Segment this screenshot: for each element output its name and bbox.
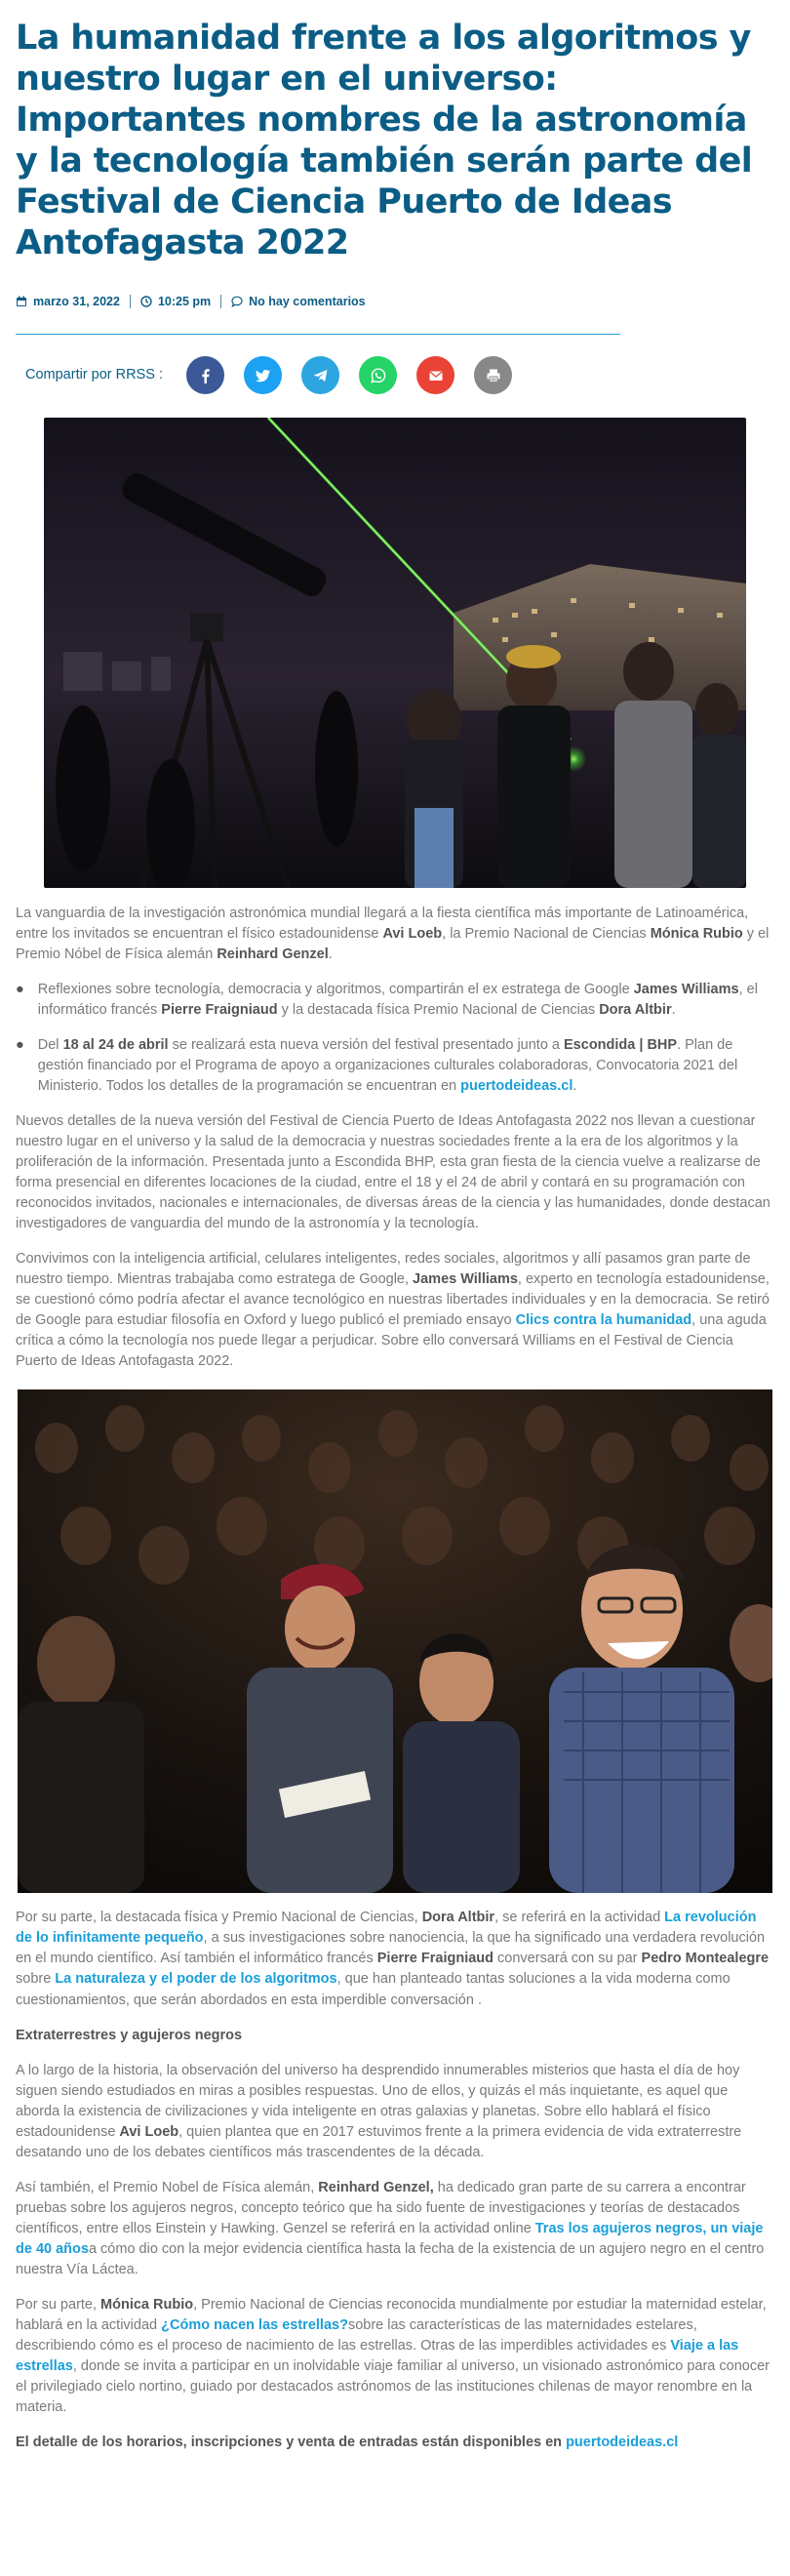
bullet-text: . [573, 1078, 577, 1095]
comment-icon [231, 296, 243, 307]
calendar-icon [16, 296, 27, 307]
name-monica-rubio: Mónica Rubio [100, 2296, 194, 2313]
share-twitter-button[interactable] [244, 356, 282, 394]
paragraph-text: A lo largo de la historia, la observación del universo ha desprendido innumerables misterios que hasta el día de hoy siguen siendo estudiados en miras a posibles respuestas. Uno de ellos, y quizás el más inquietante, es aquel que aborda la existencia de civilizaciones y vida inteligente en otras galaxias y planetas. Sobre ello hablará el físico estadounidense [16, 2062, 740, 2140]
name-dora-altbir: Dora Altbir [421, 1910, 495, 1926]
paragraph-text: , una aguda crítica a cómo la tecnología nos puede llegar a perjudicar. Sobre ello conversará Williams en el Festival de Ciencia Puerto de Ideas Antofagasta 2022. [16, 1312, 767, 1370]
section-heading: Extraterrestres y agujeros negros [16, 2027, 243, 2043]
bullet-dot: ● [16, 982, 24, 998]
date-item[interactable] [16, 293, 120, 310]
whatsapp-icon [371, 368, 386, 383]
twitter-icon [256, 368, 271, 383]
name-reinhard-genzel: Reinhard Genzel [217, 946, 329, 963]
paragraph-text: conversará con su par [494, 1951, 642, 1967]
bullet-content [38, 1035, 774, 1097]
bullet-content [38, 980, 774, 1021]
bullet-text: y la destacada física Premio Nacional de Ciencias [277, 1002, 600, 1019]
name-avi-loeb: Avi Loeb [119, 2123, 179, 2140]
bullet-dot: ● [16, 1037, 24, 1054]
telegram-icon [313, 368, 329, 383]
audience-laughing-photo [18, 1389, 772, 1893]
paragraph-text: , experto en tecnología estadounidense, se cuestionó cómo podría afectar el avance tecnológico en nuestras libertades individuales y en la democracia. Se retiró de Google para estudiar filosofía en Oxford y luego publicó el premiado ensayo [16, 1271, 770, 1329]
paragraph-text: Por su parte, [16, 2296, 101, 2313]
intro-text: La vanguardia de la investigación astronómica mundial llegará a la fiesta científica más importante de Latinoamérica, entre los invitados se encuentran el físico estadounidense [16, 906, 749, 943]
festival-dates: 18 al 24 de abril [62, 1037, 169, 1054]
share-telegram-button[interactable] [301, 356, 339, 394]
paragraph-text: Así también, el Premio Nobel de Física alemán, [16, 2179, 319, 2195]
name-avi-loeb: Avi Loeb [382, 926, 443, 943]
paragraph-text: ha dedicado gran parte de su carrera a encontrar pruebas sobre los agujeros negros, concepto teórico que ha sido fuente de investigaciones y teorías de destacados científicos, entre ellos Einstein y Hawking. Genzel se referirá en la actividad online [16, 2179, 746, 2236]
name-james-williams: James Williams [633, 982, 739, 998]
paragraph-text: Convivimos con la inteligencia artificial, celulares inteligentes, redes sociales, algoritmos y allí pasamos gran parte de nuestro tiempo. Mientras trabajaba como estratega de Google, [16, 1251, 751, 1288]
clics-contra-la-humanidad-link[interactable]: Clics contra la humanidad [515, 1312, 692, 1329]
post-time: 10:25 pm [157, 295, 212, 308]
viaje-a-las-estrellas-link[interactable]: Viaje a las estrellas [16, 2337, 739, 2374]
paragraph-avi-loeb [16, 2061, 774, 2163]
bullet-technology [16, 980, 774, 1021]
name-pierre-fraigniaud: Pierre Fraigniaud [161, 1002, 278, 1019]
paragraph-text: sobre las características de las maternidades estelares, describiendo cómo es el proceso de nacimiento de las estrellas. Otras de las imperdibles actividades es [16, 2316, 697, 2354]
comments-item[interactable] [231, 293, 365, 310]
paragraph-text: Por su parte, la destacada física y Premio Nacional de Ciencias, [16, 1910, 422, 1926]
share-label: Compartir por RRSS : [25, 367, 164, 383]
share-bar [16, 356, 774, 394]
paragraph-text: , a sus investigaciones sobre nanociencia, la que ha significado una verdadera revolución en el mundo científico. Así también el informático francés [16, 1930, 766, 1967]
share-facebook-button[interactable] [186, 356, 224, 394]
bullet-text: Del [37, 1037, 63, 1054]
paragraph-text: , se referirá en la actividad [494, 1910, 665, 1926]
telescope-photo-wrapper [16, 418, 774, 888]
audience-photo-wrapper [16, 1389, 774, 1893]
post-date[interactable]: marzo 31, 2022 [33, 295, 120, 308]
paragraph-text: , donde se invita a participar en un inolvidable viaje familiar al universo, un visionado astronómico para conocer el privilegiado cielo nortino, guiado por destacados astrónomos de las instituciones chilenas de mayor renombre en la materia. [16, 2357, 770, 2415]
comments-link[interactable]: No hay comentarios [249, 295, 366, 308]
article-title: La humanidad frente a los algoritmos y nuestro lugar en el universo: Importantes nombres de la astronomía y la tecnología también serán parte del Festival de Ciencia Puerto de Ideas Antofagasta 2022 [16, 19, 753, 262]
article-meta [16, 293, 774, 310]
name-james-williams: James Williams [413, 1271, 518, 1288]
paragraph-monica-rubio [16, 2295, 774, 2418]
paragraph-text: , Premio Nacional de Ciencias reconocida mundialmente por estudiar la maternidad estelar, hablará en la actividad [16, 2296, 767, 2333]
paragraph-festival-details: Nuevos detalles de la nueva versión del Festival de Ciencia Puerto de Ideas Antofagasta 2022 nos llevan a cuestionar nuestro lugar en el universo y la salud de la democracia y nuestras sociedades frente a la era de los algoritmos y la proliferación de la información. Presentada junto a Escondida BHP, esta gran fiesta de la ciencia vuelve a realizarse de forma presencial en diferentes locaciones de la ciudad, entre el 18 y el 24 de abril y contará en su programación con reconocidos invitados, nacionales e internacionales, de diversas áreas de la ciencia y las humanidades, donde destacan investigadores de vanguardia del mundo de la astronomía y la tecnología. [16, 1113, 770, 1232]
bullet-text: . Plan de gestión financiado por el Programa de apoyo a organizaciones culturales colaboradoras, Convocatoria 2021 del Ministerio. Todos los detalles de la programación se encuentran en [37, 1037, 738, 1095]
bullet-dates [16, 1035, 774, 1097]
name-dora-altbir: Dora Altbir [599, 1002, 672, 1019]
paragraph-final [16, 2433, 774, 2453]
intro-text: y el Premio Nóbel de Física alemán [16, 926, 770, 963]
time-item [140, 293, 211, 310]
paragraph-james-williams [16, 1249, 774, 1372]
paragraph-text: , quien plantea que en 2017 estuvimos frente a la primera evidencia de vida extraterrestre desatando uno de los debates científicos más trascendentes de la década. [16, 2123, 742, 2160]
paragraph-dora-altbir [16, 1908, 774, 2010]
name-pedro-montealegre: Pedro Montealegre [641, 1951, 770, 1967]
clock-icon [140, 296, 152, 307]
bullet-text: Reflexiones sobre tecnología, democracia y algoritmos, compartirán el ex estratega de Google [37, 982, 634, 998]
intro-text: . [328, 946, 333, 963]
article-body [16, 904, 774, 2453]
share-email-button[interactable] [416, 356, 454, 394]
sponsor-name: Escondida | BHP [564, 1037, 678, 1054]
paragraph-reinhard-genzel [16, 2178, 774, 2280]
paragraph-text: sobre [16, 1971, 56, 1988]
como-nacen-estrellas-link[interactable]: ¿Cómo nacen las estrellas? [161, 2316, 348, 2333]
revolucion-infinitamente-pequeno-link[interactable]: La revolución de lo infinitamente pequeño [16, 1910, 757, 1947]
puertodeideas-link[interactable]: puertodeideas.cl [460, 1078, 573, 1095]
puertodeideas-final-link[interactable]: puertodeideas.cl [566, 2434, 679, 2450]
bullet-text: , el informático francés [37, 982, 758, 1019]
meta-separator [220, 295, 221, 308]
facebook-icon [198, 368, 214, 383]
meta-separator [130, 295, 131, 308]
naturaleza-poder-algoritmos-link[interactable]: La naturaleza y el poder de los algoritmos [55, 1971, 337, 1988]
agujeros-negros-link[interactable]: Tras los agujeros negros, un viaje de 40 años [16, 2220, 764, 2257]
email-icon [428, 368, 444, 383]
share-print-button[interactable] [474, 356, 512, 394]
paragraph-text: , que han planteado tantas soluciones a la vida moderna como cuestionamientos, que serán abordados en esta imperdible conversación . [16, 1971, 731, 2008]
title-divider [16, 334, 620, 335]
telescope-night-photo [44, 418, 746, 888]
name-pierre-fraigniaud: Pierre Fraigniaud [376, 1951, 494, 1967]
intro-paragraph [16, 904, 774, 965]
intro-text: , la Premio Nacional de Ciencias [442, 926, 651, 943]
paragraph-text: a cómo dio con la mejor evidencia científica hasta la fecha de la existencia de un agujero negro en el centro nuestra Vía Láctea. [16, 2240, 765, 2277]
name-monica-rubio: Mónica Rubio [650, 926, 743, 943]
bullet-text: . [671, 1002, 676, 1019]
share-whatsapp-button[interactable] [359, 356, 397, 394]
bullet-text: se realizará esta nueva versión del festival presentado junto a [168, 1037, 565, 1054]
print-icon [486, 368, 501, 383]
name-reinhard-genzel: Reinhard Genzel, [318, 2179, 434, 2195]
final-text: El detalle de los horarios, inscripciones y venta de entradas están disponibles en [16, 2434, 567, 2450]
